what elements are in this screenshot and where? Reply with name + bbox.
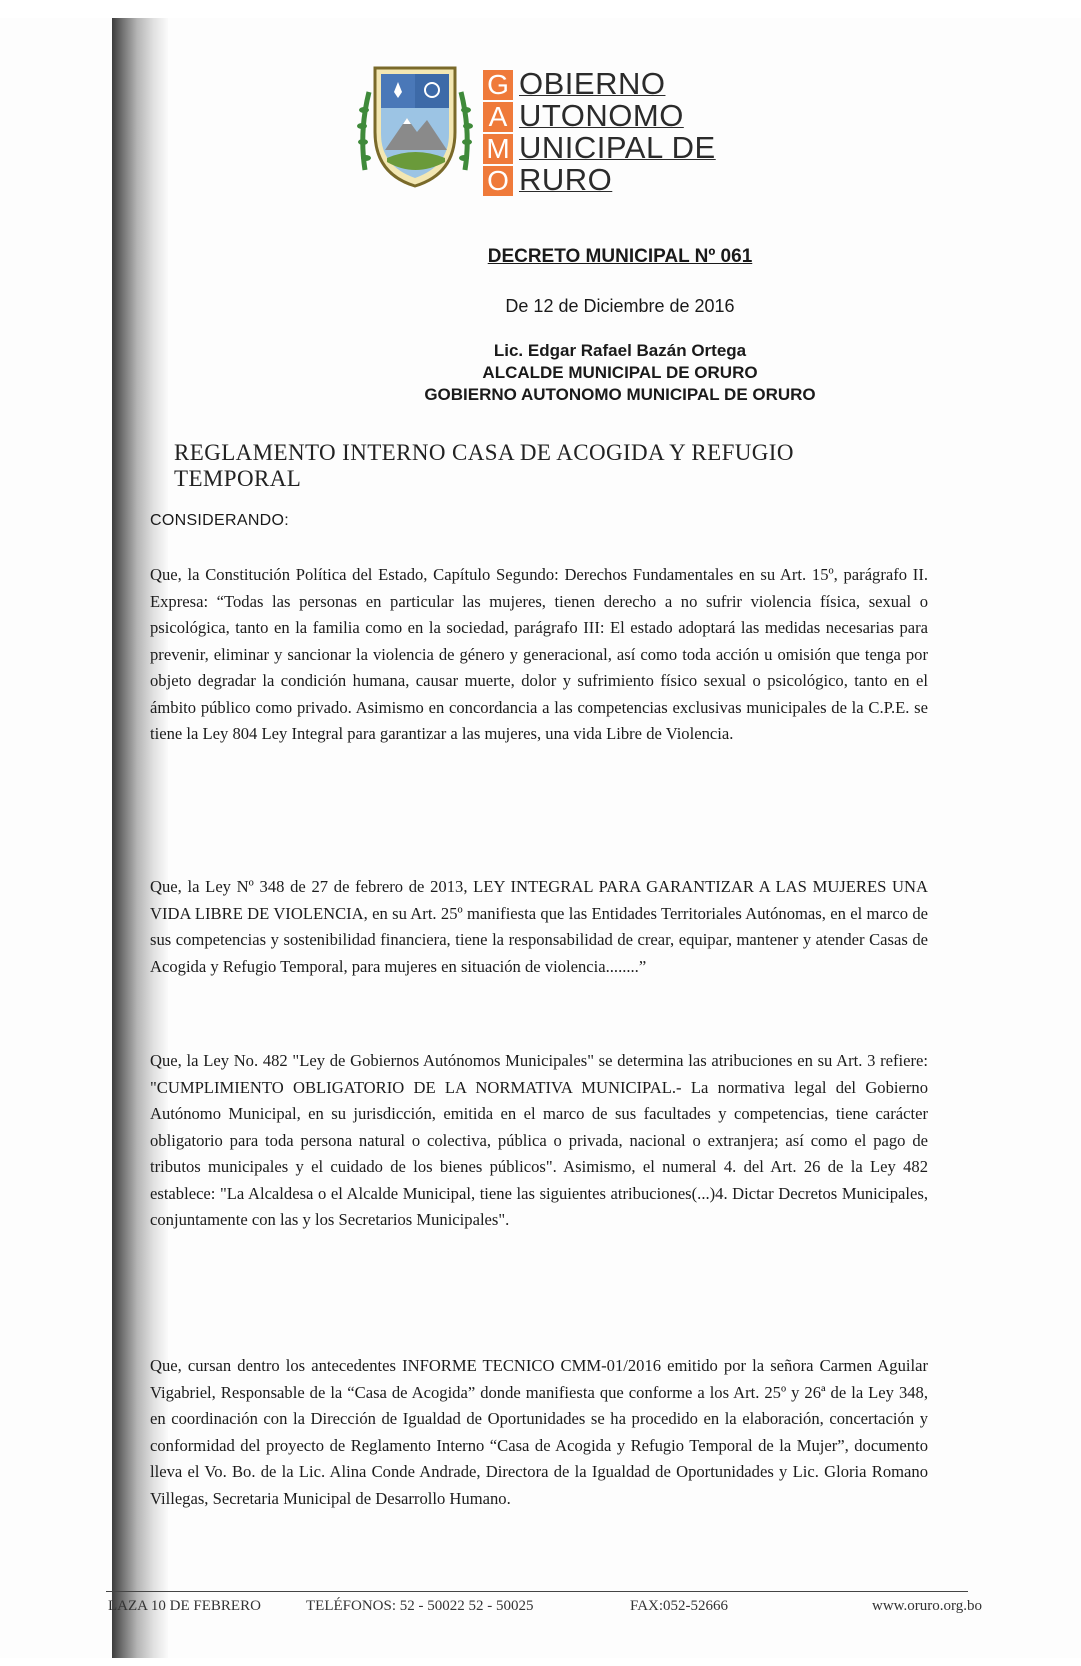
- institution-name-line: RURO: [519, 162, 613, 197]
- regulation-title: REGLAMENTO INTERNO CASA DE ACOGIDA Y REFUGIO TEMPORAL: [174, 440, 794, 491]
- signer-position: ALCALDE MUNICIPAL DE ORURO: [482, 363, 758, 382]
- acronym-letter: G: [483, 70, 513, 100]
- institution-name-line: UNICIPAL DE: [519, 130, 716, 165]
- signer-institution: GOBIERNO AUTONOMO MUNICIPAL DE ORURO: [424, 385, 816, 404]
- acronym-letter: O: [483, 166, 513, 196]
- considerando-paragraph: Que, la Ley No. 482 "Ley de Gobiernos Autónomos Municipales" se determina las atribuciones en su Art. 3 refiere: "CUMPLIMIENTO OBLIGATORIO DE LA NORMATIVA MUNICIPAL.- La normativa legal del Gobierno Autónomo Municipal, en su jurisdicción, emitida en el marco de sus facultades y competencias, tiene carácter obligatorio para toda persona natural o colectiva, pública o privada, nacional o extranjera; así como el pago de tributos municipales y el cuidado de los bienes públicos". Asimismo, el numeral 4. del Art. 26 de la Ley 482 establece: "La Alcaldesa o el Alcalde Municipal, tiene las siguientes atribuciones(...)4. Dictar Decretos Municipales, conjuntamente con las y los Secretarios Municipales".: [150, 1051, 928, 1229]
- decree-date: De 12 de Diciembre de 2016: [505, 296, 735, 316]
- acronym-letter: A: [483, 102, 513, 132]
- municipal-logo: [355, 62, 735, 202]
- footer-website: www.oruro.org.bo: [872, 1598, 982, 1614]
- considerando-paragraph: Que, la Ley Nº 348 de 27 de febrero de 2013, LEY INTEGRAL PARA GARANTIZAR A LAS MUJERES UNA VIDA LIBRE DE VIOLENCIA, en su Art. 25º manifiesta que las Entidades Territoriales Autónomas, en el marco de sus competencias y sostenibilidad financiera, tiene la responsabilidad de crear, equipar, mantener y atender Casas de Acogida y Refugio Temporal, para mujeres en situación de violencia........”: [150, 877, 928, 976]
- considerando-heading: CONSIDERANDO:: [150, 512, 290, 529]
- coat-of-arms-icon: [355, 62, 475, 192]
- signer-block: [160, 340, 1080, 406]
- institution-name-line: UTONOMO: [519, 98, 684, 133]
- footer-phones: TELÉFONOS: 52 - 50022 52 - 50025: [306, 1598, 534, 1614]
- footer-address: LAZA 10 DE FEBRERO: [108, 1598, 261, 1614]
- considerando-paragraph: Que, cursan dentro los antecedentes INFORME TECNICO CMM-01/2016 emitido por la señora Carmen Aguilar Vigabriel, Responsable de la “Casa de Acogida” donde manifiesta que conforme a los Art. 25º y 26ª de la Ley 348, en coordinación con la Dirección de Igualdad de Oportunidades se ha procedido en la elaboración, concertación y conformidad del proyecto de Reglamento Interno “Casa de Acogida y Refugio Temporal de la Mujer”, documento lleva el Vo. Bo. de la Lic. Alina Conde Andrade, Directora de la Igualdad de Oportunidades y Lic. Gloria Romano Villegas, Secretaria Municipal de Desarrollo Humano.: [150, 1356, 928, 1508]
- considerando-paragraph: Que, la Constitución Política del Estado, Capítulo Segundo: Derechos Fundamentales en su Art. 15º, parágrafo II. Expresa: “Todas las personas en particular las mujeres, tienen derecho a no sufrir violencia física, sexual o psicológica, tanto en la familia como en la sociedad, parágrafo III: El estado adoptará las medidas necesarias para prevenir, eliminar y sancionar la violencia de género y generacional, así como toda acción u omisión que tenga por objeto degradar la condición humana, causar muerte, dolor y sufrimiento físico sexual o psicológico, tanto en el ámbito público como privado. Asimismo en concordancia a las competencias exclusivas municipales de la C.P.E. se tiene la Ley 804 Ley Integral para garantizar a las mujeres, una vida Libre de Violencia.: [150, 565, 928, 743]
- acronym-letter: M: [483, 134, 513, 164]
- institution-name-line: OBIERNO: [519, 66, 666, 101]
- footer-fax: FAX:052-52666: [630, 1598, 729, 1614]
- acronym-block: [483, 70, 513, 198]
- signer-name: Lic. Edgar Rafael Bazán Ortega: [493, 341, 747, 360]
- institution-name: [519, 68, 716, 196]
- decree-number: DECRETO MUNICIPAL Nº 061: [487, 246, 753, 267]
- footer-divider: [106, 1591, 968, 1592]
